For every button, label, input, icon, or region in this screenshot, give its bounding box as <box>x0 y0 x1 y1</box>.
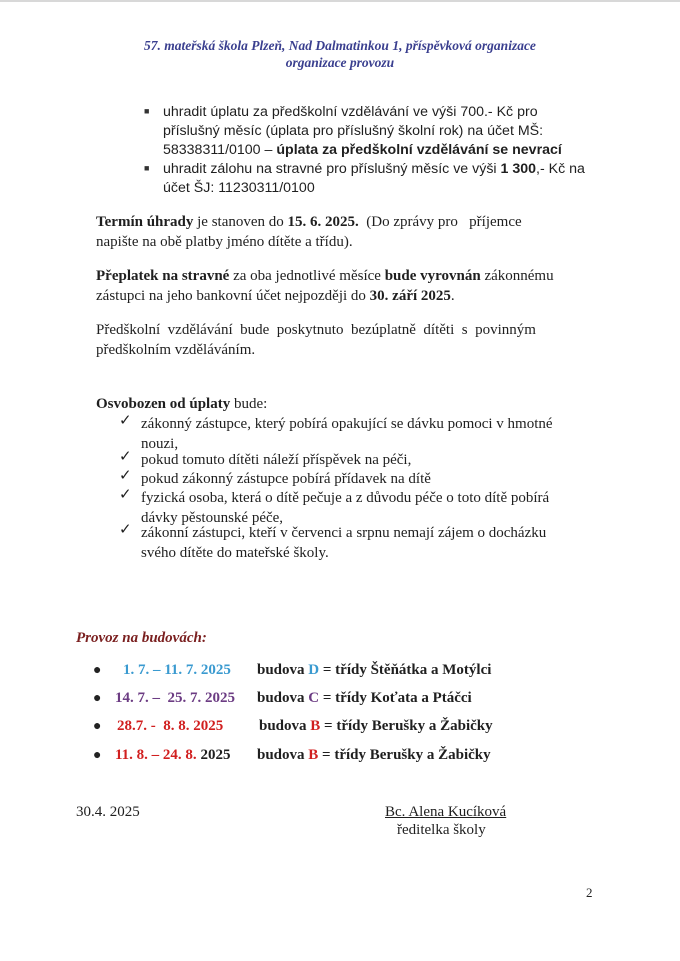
checkmark-icon: ✓ <box>119 522 132 538</box>
exempt-item-2: pokud tomuto dítěti náleží příspěvek na péči, <box>141 452 412 468</box>
schedule-building-3: budova B = třídy Berušky a Žabičky <box>259 718 493 734</box>
header-school-name: 57. mateřská škola Plzeň, Nad Dalmatinkou 1, příspěvková organizace <box>144 38 536 53</box>
preschool-paragraph: Předškolní vzdělávání bude poskytnuto bezúplatně dítěti s povinným předškolním vzděláváním. <box>96 322 536 358</box>
checkmark-icon: ✓ <box>119 449 132 465</box>
exempt-item-5: zákonní zástupci, kteří v červenci a srpnu nemají zájem o docházku svého dítěte do mateřské školy. <box>141 525 547 561</box>
overpayment-paragraph: Přeplatek na stravné za oba jednotlivé měsíce bude vyrovnán zákonnému zástupci na jeho bankovní účet nejpozději do 30. září 2025. <box>96 268 554 304</box>
due-date-paragraph: Termín úhrady je stanoven do 15. 6. 2025. (Do zprávy pro příjemce napište na obě platby jméno dítěte a třídu). <box>96 214 522 250</box>
exempt-item-3: pokud zákonný zástupce pobírá přídavek na dítě <box>141 471 431 487</box>
top-rule <box>0 0 680 2</box>
document-date: 30.4. 2025 <box>76 804 140 820</box>
signatory-role: ředitelka školy <box>397 822 486 838</box>
schedule-title: Provoz na budovách: <box>76 630 207 646</box>
exempt-title: Osvobozen od úplaty bude: <box>96 396 268 412</box>
payment-item-2: uhradit zálohu na stravné pro příslušný měsíc ve výši 1 300,- Kč na účet ŠJ: 11230311/0100 <box>163 161 585 196</box>
schedule-dates-1: 1. 7. – 11. 7. 2025 <box>123 662 231 678</box>
payment-item-1: uhradit úplatu za předškolní vzdělávání ve výši 700.- Kč pro příslušný měsíc (úplata pro příslušný školní rok) na účet MŠ: 58338311/0100 – úplata za předškolní vzdělávání se nevrací <box>163 104 562 158</box>
bullet-dot-icon: ● <box>93 663 102 678</box>
schedule-building-1: budova D = třídy Štěňátka a Motýlci <box>257 662 492 678</box>
schedule-dates-4: 11. 8. – 24. 8. 2025 <box>115 747 231 763</box>
page-number: 2 <box>586 885 593 900</box>
schedule-dates-2: 14. 7. – 25. 7. 2025 <box>115 690 235 706</box>
exempt-item-1: zákonný zástupce, který pobírá opakující se dávku pomoci v hmotné nouzi, <box>141 416 553 452</box>
checkmark-icon: ✓ <box>119 487 132 503</box>
schedule-dates-3: 28.7. - 8. 8. 2025 <box>117 718 224 734</box>
bullet-dot-icon: ● <box>93 719 102 734</box>
bullet-dot-icon: ● <box>93 748 102 763</box>
square-bullet-icon: ■ <box>144 163 150 173</box>
bullet-dot-icon: ● <box>93 691 102 706</box>
square-bullet-icon: ■ <box>144 106 150 116</box>
checkmark-icon: ✓ <box>119 413 132 429</box>
schedule-building-4: budova B = třídy Berušky a Žabičky <box>257 747 491 763</box>
header-subtitle: organizace provozu <box>285 55 395 70</box>
signatory-name: Bc. Alena Kucíková <box>385 804 507 820</box>
schedule-building-2: budova C = třídy Koťata a Ptáčci <box>257 690 472 706</box>
exempt-item-4: fyzická osoba, která o dítě pečuje a z důvodu péče o toto dítě pobírá dávky pěstounské péče, <box>141 490 550 526</box>
checkmark-icon: ✓ <box>119 468 132 484</box>
